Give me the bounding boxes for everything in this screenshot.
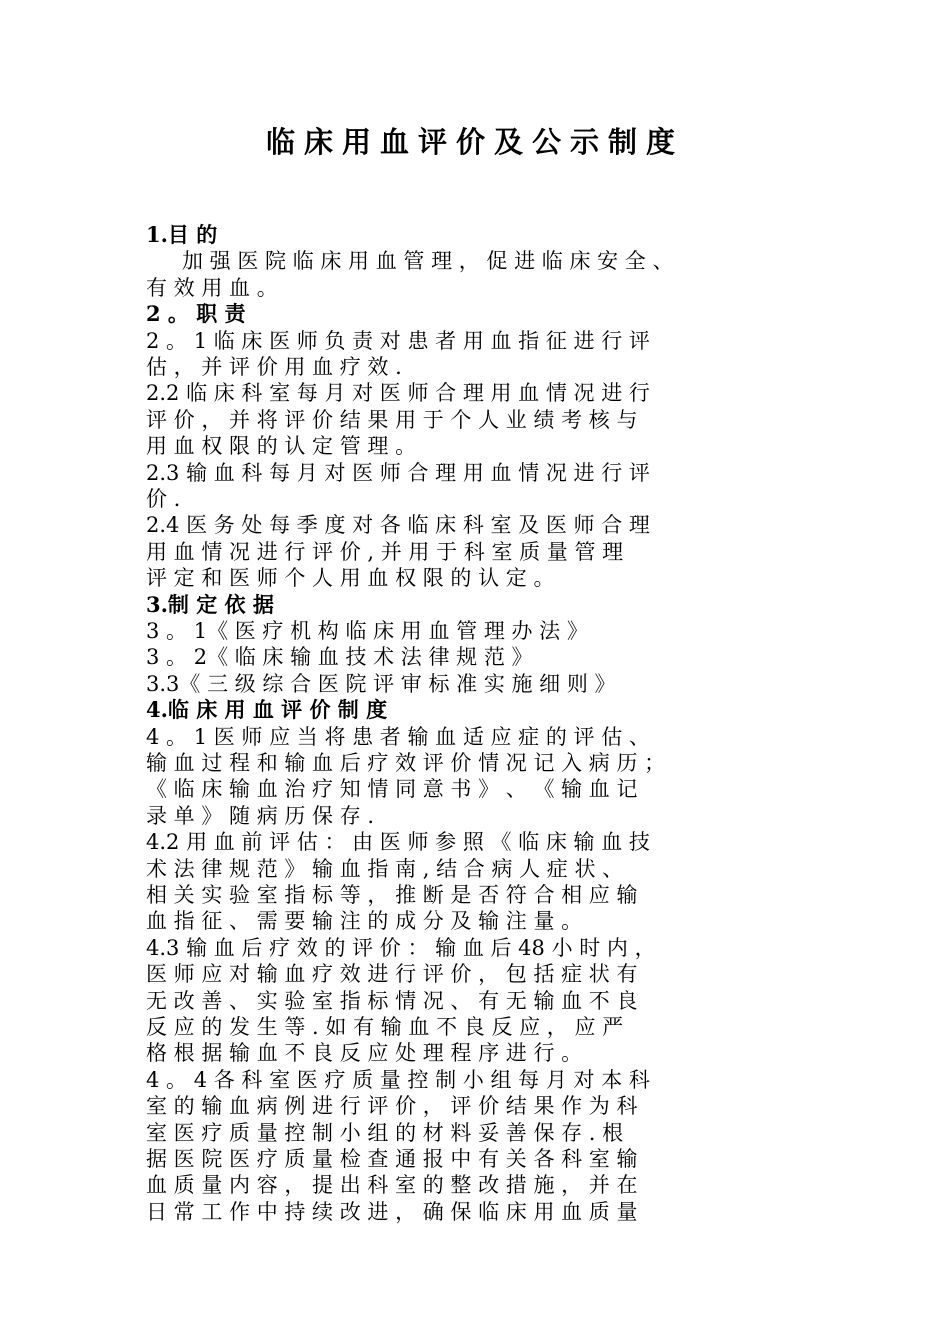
body-line: 用 血 权 限 的 认 定 管 理 。: [146, 434, 417, 458]
body-line: 用 血 情 况 进 行 评 价 , 并 用 于 科 室 质 量 管 理: [146, 540, 624, 564]
section-heading: 4.临 床 用 血 评 价 制 度: [146, 697, 388, 722]
body-line: 估 ， 并 评 价 用 血 疗 效 .: [146, 355, 402, 379]
body-line: 加 强 医 院 临 床 用 血 管 理 ， 促 进 临 床 安 全 、: [182, 249, 674, 273]
body-line: 输 血 过 程 和 输 血 后 疗 效 评 价 情 况 记 入 病 历 ；: [146, 751, 666, 775]
body-line: 《 临 床 输 血 治 疗 知 情 同 意 书 》 、 《 输 血 记: [146, 777, 638, 801]
body-line: 4.3 输 血 后 疗 效 的 评 价 ： 输 血 后 48 小 时 内 ，: [146, 936, 656, 960]
section-heading: 1.目 的: [146, 222, 218, 247]
body-line: 医 师 应 对 输 血 疗 效 进 行 评 价 ， 包 括 症 状 有: [146, 962, 638, 986]
body-line: 血 质 量 内 容 ， 提 出 科 室 的 整 改 措 施 ， 并 在: [146, 1173, 638, 1197]
body-line: 4 。 4 各 科 室 医 疗 质 量 控 制 小 组 每 月 对 本 科: [146, 1068, 650, 1092]
body-line: 2.3 输 血 科 每 月 对 医 师 合 理 用 血 情 况 进 行 评: [146, 461, 650, 485]
body-line: 格 根 据 输 血 不 良 反 应 处 理 程 序 进 行 。: [146, 1041, 583, 1065]
body-line: 2.2 临 床 科 室 每 月 对 医 师 合 理 用 血 情 况 进 行: [146, 381, 650, 405]
document-title: 临床用血评价及公示制度: [265, 125, 684, 159]
section-heading: 3.制 定 依 据: [146, 592, 274, 617]
body-line: 3.3《 三 级 综 合 医 院 评 审 标 准 实 施 细 则 》: [146, 672, 616, 696]
body-line: 2.4 医 务 处 每 季 度 对 各 临 床 科 室 及 医 师 合 理: [146, 513, 650, 537]
body-line: 2 。 1 临 床 医 师 负 责 对 患 者 用 血 指 征 进 行 评: [146, 329, 650, 353]
body-line: 有 效 用 血 。: [146, 276, 278, 300]
body-line: 3 。 2《 临 床 输 血 技 术 法 律 规 范 》: [146, 645, 533, 669]
body-line: 价 .: [146, 487, 181, 511]
body-line: 室 的 输 血 病 例 进 行 评 价 ， 评 价 结 果 作 为 科: [146, 1094, 638, 1118]
body-line: 血 指 征 、 需 要 输 注 的 成 分 及 输 注 量 。: [146, 909, 583, 933]
body-line: 4 。 1 医 师 应 当 将 患 者 输 血 适 应 症 的 评 估 、: [146, 725, 650, 749]
body-line: 3 。 1《 医 疗 机 构 临 床 用 血 管 理 办 法 》: [146, 619, 588, 643]
body-line: 相 关 实 验 室 指 标 等 ， 推 断 是 否 符 合 相 应 输: [146, 883, 638, 907]
body-line: 无 改 善 、 实 验 室 指 标 情 况 、 有 无 输 血 不 良: [146, 989, 638, 1013]
body-line: 室 医 疗 质 量 控 制 小 组 的 材 料 妥 善 保 存 . 根: [146, 1121, 624, 1145]
body-line: 评 定 和 医 师 个 人 用 血 权 限 的 认 定 。: [146, 566, 555, 590]
body-line: 日 常 工 作 中 持 续 改 进 ， 确 保 临 床 用 血 质 量: [146, 1200, 638, 1224]
body-line: 评 价 ， 并 将 评 价 结 果 用 于 个 人 业 绩 考 核 与: [146, 408, 638, 432]
body-line: 据 医 院 医 疗 质 量 检 查 通 报 中 有 关 各 科 室 输: [146, 1147, 638, 1171]
section-heading: 2 。 职 责: [146, 301, 246, 326]
body-line: 录 单 》 随 病 历 保 存 .: [146, 804, 375, 828]
body-line: 术 法 律 规 范 》 输 血 指 南 , 结 合 病 人 症 状 、: [146, 857, 624, 881]
body-line: 反 应 的 发 生 等 . 如 有 输 血 不 良 反 应 ， 应 严: [146, 1015, 624, 1039]
body-line: 4.2 用 血 前 评 估 ： 由 医 师 参 照 《 临 床 输 血 技: [146, 830, 650, 854]
